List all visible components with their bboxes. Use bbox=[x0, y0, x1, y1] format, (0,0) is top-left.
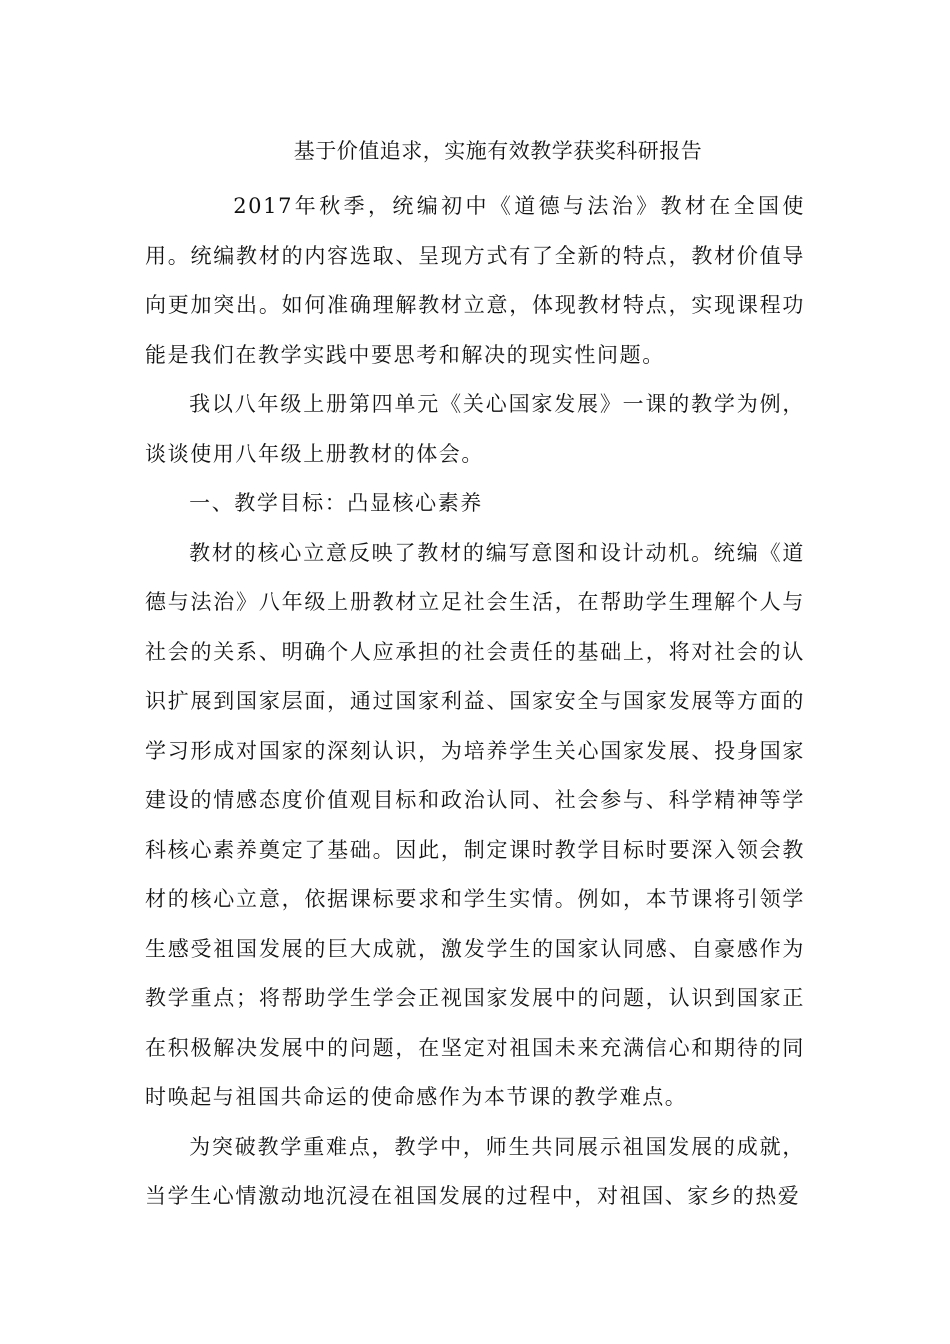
paragraph-core-intent: 教材的核心立意反映了教材的编写意图和设计动机。统编《道德与法治》八年级上册教材立足社会生活，在帮助学生理解个人与社会的关系、明确个人应承担的社会责任的基础上，将对社会的认识扩展到国家层面，通过国家利益、国家安全与国家发展等方面的学习形成对国家的深刻认识，为培养学生关心国家发展、投身国家建设的情感态度价值观目标和政治认同、社会参与、科学精神等学科核心素养奠定了基础。因此，制定课时教学目标时要深入领会教材的核心立意，依据课标要求和学生实情。例如，本节课将引领学生感受祖国发展的巨大成就，激发学生的国家认同感、自豪感作为教学重点；将帮助学生学会正视国家发展中的问题，认识到国家正在积极解决发展中的问题，在坚定对祖国未来充满信心和期待的同时唤起与祖国共命运的使命感作为本节课的教学难点。 bbox=[145, 540, 805, 1109]
paragraph-intro: 2017年秋季，统编初中《道德与法治》教材在全国使用。统编教材的内容选取、呈现方式有了全新的特点，教材价值导向更加突出。如何准确理解教材立意，体现教材特点，实现课程功能是我们在教学实践中要思考和解决的现实性问题。 bbox=[145, 194, 805, 367]
section-heading-teaching-goals: 一、教学目标：凸显核心素养 bbox=[189, 491, 483, 515]
document-title: 基于价值追求，实施有效教学获奖科研报告 bbox=[293, 139, 703, 163]
document-body bbox=[145, 182, 805, 1222]
paragraph-breakthrough: 为突破教学重难点，教学中，师生共同展示祖国发展的成就，当学生心情激动地沉浸在祖国发展的过程中，对祖国、家乡的热爱 bbox=[145, 1134, 805, 1208]
paragraph-example: 我以八年级上册第四单元《关心国家发展》一课的教学为例，谈谈使用八年级上册教材的体会。 bbox=[145, 392, 805, 466]
